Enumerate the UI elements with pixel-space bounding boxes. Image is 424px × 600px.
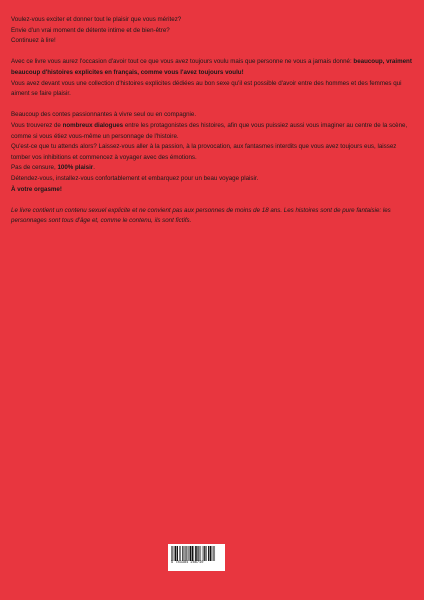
barcode-bar [197,546,198,561]
barcode-bar [213,546,214,561]
barcode-bar [171,546,172,561]
barcode-bar [206,546,207,561]
features-text: Pas de censure, [11,164,58,172]
barcode-bar [214,546,215,561]
features-line: Beaucoup des contes passionnantes à vivre seul ou en compagnie. [11,111,197,119]
description-highlight: beaucoup, vraiment beaucoup d'histoires explicites en français, comme vous l'avez toujours voulu! [11,58,412,76]
barcode-bar [192,546,193,561]
barcode-bars [171,546,222,561]
barcode-bar [195,546,197,561]
intro-block [11,15,415,47]
barcode-bar [174,546,175,561]
age-disclaimer: Le livre contient un contenu sexuel explicite et ne convient pas aux personnes de moins de 18 ans. Les histoires sont de pure fantaisie: les personnages sont tous d'âge et, comme le contenu, ils sont fictifs. [11,206,391,225]
intro-line: Continuez à lire! [11,37,56,45]
features-line: Détendez-vous, installez-vous confortablement et embarquez pour un beau voyage plaisir. [11,174,259,182]
barcode-bar [184,546,185,561]
barcode-bar [203,546,204,561]
intro-line: Envie d'un vrai moment de détente intime et de bien-être? [11,26,170,34]
closing-line: À votre orgasme! [11,185,62,193]
barcode-bar [201,546,202,561]
description-block [11,57,415,99]
features-block [11,110,415,195]
features-text: Vous trouverez de [11,121,63,129]
description-text [11,57,415,78]
barcode-bar [182,546,183,561]
barcode-bar [198,546,199,561]
features-dialogues [11,121,415,142]
isbn-barcode [168,544,225,571]
barcode-bar [190,546,192,561]
barcode-bar [212,546,213,561]
barcode-bar [205,546,206,561]
barcode-bar [188,546,189,561]
barcode-digits: 9 783384 286710 [171,561,204,565]
description-lead: Avec ce livre vous aurez l'occasion d'avoir tout ce que vous avez toujours voulu mais que personne ne vous a jamais donné: [11,58,354,66]
barcode-bar [189,546,190,561]
barcode-bar [177,546,178,561]
barcode-bar [194,546,195,561]
barcode-bar [208,546,209,561]
barcode-bar [210,546,212,561]
features-highlight: 100% plaisir [57,164,94,172]
back-cover-text [11,15,415,233]
features-text: . [93,164,95,172]
description-collection: Vous avez devant vous une collection d'histoires explicites dédiées au bon sexe qu'il est possible d'avoir entre des hommes et des femmes qui aiment se faire plaisir. [11,79,402,98]
features-censure [11,163,415,174]
barcode-bar [179,546,180,561]
intro-line: Voulez-vous exciter et donner tout le plaisir que vous méritez? [11,16,182,23]
barcode-bar [185,546,186,561]
features-text: entre les protagonistes des histoires, afin que vous puissiez aussi vous imaginer au centre de la scène, comme si vous étiez vous-même un personnage de l'histoire. [11,121,408,140]
barcode-bar [172,546,173,561]
barcode-bar [175,546,177,561]
features-line: Qu'est-ce que tu attends alors? Laissez-vous aller à la passion, à la provocation, aux fantasmes interdits que vous avez toujours eus, laissez tomber vos inhibitions et commencez à voyager avec des émotions. [11,143,397,161]
barcode-bar [204,546,205,561]
barcode-bar [180,546,181,561]
features-highlight: nombreux dialogues [62,121,124,129]
